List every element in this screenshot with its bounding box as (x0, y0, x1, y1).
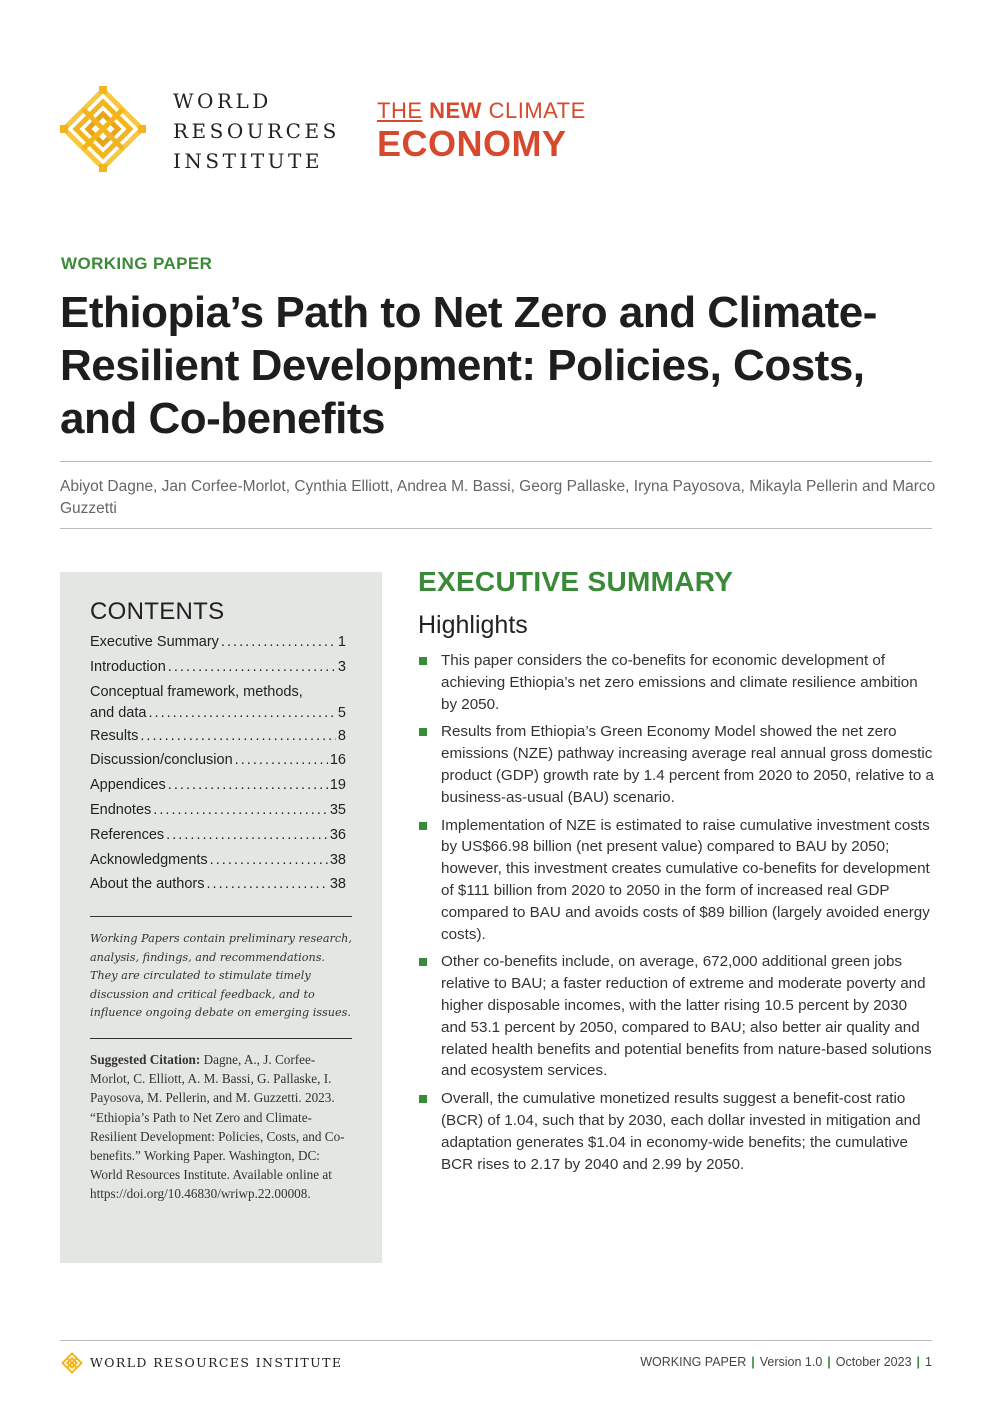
toc-item-references[interactable] (90, 823, 346, 848)
wri-wordmark (173, 86, 340, 176)
authors: Abiyot Dagne, Jan Corfee-Morlot, Cynthia Elliott, Andrea M. Bassi, Georg Pallaske, Iryna Payosova, Mikayla Pellerin and Marco Guzzetti (60, 478, 936, 517)
toc-page: 8 (337, 727, 346, 744)
wri-logo-icon (58, 84, 148, 174)
toc-label: Results (90, 727, 139, 744)
toc-item-introduction[interactable] (90, 655, 346, 680)
toc-label-line-1: Conceptual framework, methods, (90, 683, 303, 700)
toc-label-line-2: and data (90, 704, 147, 721)
toc-label: About the authors (90, 876, 205, 893)
green-square-bullet-icon (419, 1095, 427, 1103)
suggested-citation (90, 1050, 352, 1204)
sidebar-divider-2 (90, 1038, 352, 1039)
wri-small-logo-icon (61, 1352, 83, 1374)
nce-the: THE (377, 98, 423, 123)
toc-page: 1 (337, 634, 346, 650)
highlights-list (418, 650, 934, 1181)
sidebar-divider-1 (90, 916, 352, 917)
toc-item-endnotes[interactable] (90, 798, 346, 823)
toc-label: Endnotes (90, 801, 152, 818)
nce-new: NEW (429, 98, 482, 123)
executive-summary-heading: EXECUTIVE SUMMARY (418, 566, 734, 597)
footer-org-name: WORLD RESOURCES INSTITUTE (90, 1355, 343, 1370)
green-square-bullet-icon (419, 822, 427, 830)
list-item: Results from Ethiopia’s Green Economy Model showed the net zero emissions (NZE) pathway increasing average real annual gross domestic product (GDP) growth rate by 1.4 percent from 2020 to 2050, relative to a business-as-usual (BAU) scenario. (418, 721, 934, 808)
green-square-bullet-icon (419, 958, 427, 966)
working-paper-note: Working Papers contain preliminary research, analysis, findings, and recommendations. They are circulated to stimulate timely discussion and critical feedback, and to influence ongoing debate on emerging issues. (90, 932, 352, 1019)
footer-divider (60, 1340, 932, 1341)
toc-page: 38 (329, 876, 346, 893)
toc-label: Discussion/conclusion (90, 752, 233, 769)
toc-item-results[interactable] (90, 724, 346, 749)
toc-item-executive-summary[interactable] (90, 630, 346, 655)
toc-page: 36 (329, 826, 346, 843)
page-number: 1 (925, 1355, 932, 1369)
toc-page: 19 (329, 777, 346, 794)
toc-label: Introduction (90, 658, 166, 675)
toc-page: 5 (337, 704, 346, 721)
paper-title: Ethiopia’s Path to Net Zero and Climate-Resilient Development: Policies, Costs, and Co-benefits (60, 288, 877, 443)
list-item: This paper considers the co-benefits for economic development of achieving Ethiopia’s net zero emissions and climate resilience ambition by 2050. (418, 650, 934, 715)
paper-type-label: WORKING PAPER (61, 254, 213, 273)
contents-heading: CONTENTS (90, 598, 225, 625)
toc-label: Appendices (90, 777, 166, 794)
list-item: Overall, the cumulative monetized results suggest a benefit-cost ratio (BCR) of 1.04, such that by 2030, each dollar invested in mitigation and adaptation generates $1.04 in economy-wide benefits; the cumulative BCR rises to 2.17 by 2040 and 2.99 by 2050. (418, 1088, 934, 1175)
wri-name-line-3: INSTITUTE (173, 149, 323, 173)
wri-name-line-2: RESOURCES (173, 119, 340, 143)
highlights-heading: Highlights (418, 611, 528, 639)
nce-climate: CLIMATE (488, 98, 586, 123)
toc-item-acknowledgments[interactable] (90, 848, 346, 873)
toc-page: 3 (337, 658, 346, 675)
toc-item-about-the-authors[interactable] (90, 872, 346, 897)
wri-name-line-1: WORLD (173, 89, 272, 113)
green-square-bullet-icon (419, 728, 427, 736)
footer-version: Version 1.0 (759, 1355, 823, 1369)
footer-doc-type: WORKING PAPER (640, 1355, 747, 1369)
toc-label: References (90, 826, 165, 843)
list-item: Implementation of NZE is estimated to raise cumulative investment costs by US$66.98 billion (net present value) compared to BAU by 2050; however, this investment creates cumulative co-benefits for development of $111 billion from 2020 to 2050 in the form of increased real GDP compared to BAU and avoids costs of $89 billion (largely avoided energy costs). (418, 815, 934, 946)
table-of-contents (90, 630, 346, 897)
authors-divider (60, 528, 932, 529)
list-item: Other co-benefits include, on average, 672,000 additional green jobs relative to BAU; a faster reduction of extreme and moderate poverty and higher disposable incomes, with the latter rising 10.5 percent by 2030 and 53.1 percent by 2050, compared to BAU; also better air quality and related health benefits and potential benefits from nature-based solutions and ecosystem services. (418, 951, 934, 1082)
toc-page: 38 (329, 851, 346, 868)
green-square-bullet-icon (419, 657, 427, 665)
citation-text: Dagne, A., J. Corfee-Morlot, C. Elliott, A. M. Bassi, G. Pallaske, I. Payosova, M. Pellerin, and M. Guzzetti. 2023. “Ethiopia’s Path to Net Zero and Climate-Resilient Development: Policies, Costs, and Co-benefits.” Working Paper. Washington, DC: World Resources Institute. Available online at https://doi.org/10.46830/wriwp.22.00008. (90, 1052, 345, 1202)
toc-item-discussion[interactable] (90, 748, 346, 773)
toc-page: 16 (329, 752, 346, 769)
toc-label: Executive Summary (90, 634, 219, 650)
toc-item-appendices[interactable] (90, 773, 346, 798)
toc-item-conceptual-framework[interactable] (90, 680, 346, 724)
citation-label: Suggested Citation: (90, 1052, 201, 1067)
footer-info: WORKING PAPER | Version 1.0 | October 2023 | 1 (640, 1355, 932, 1369)
toc-label: Acknowledgments (90, 851, 208, 868)
new-climate-economy-logo (377, 98, 586, 162)
title-divider (60, 461, 932, 462)
toc-page: 35 (329, 801, 346, 818)
footer-date: October 2023 (835, 1355, 912, 1369)
nce-economy: ECONOMY (377, 123, 567, 164)
